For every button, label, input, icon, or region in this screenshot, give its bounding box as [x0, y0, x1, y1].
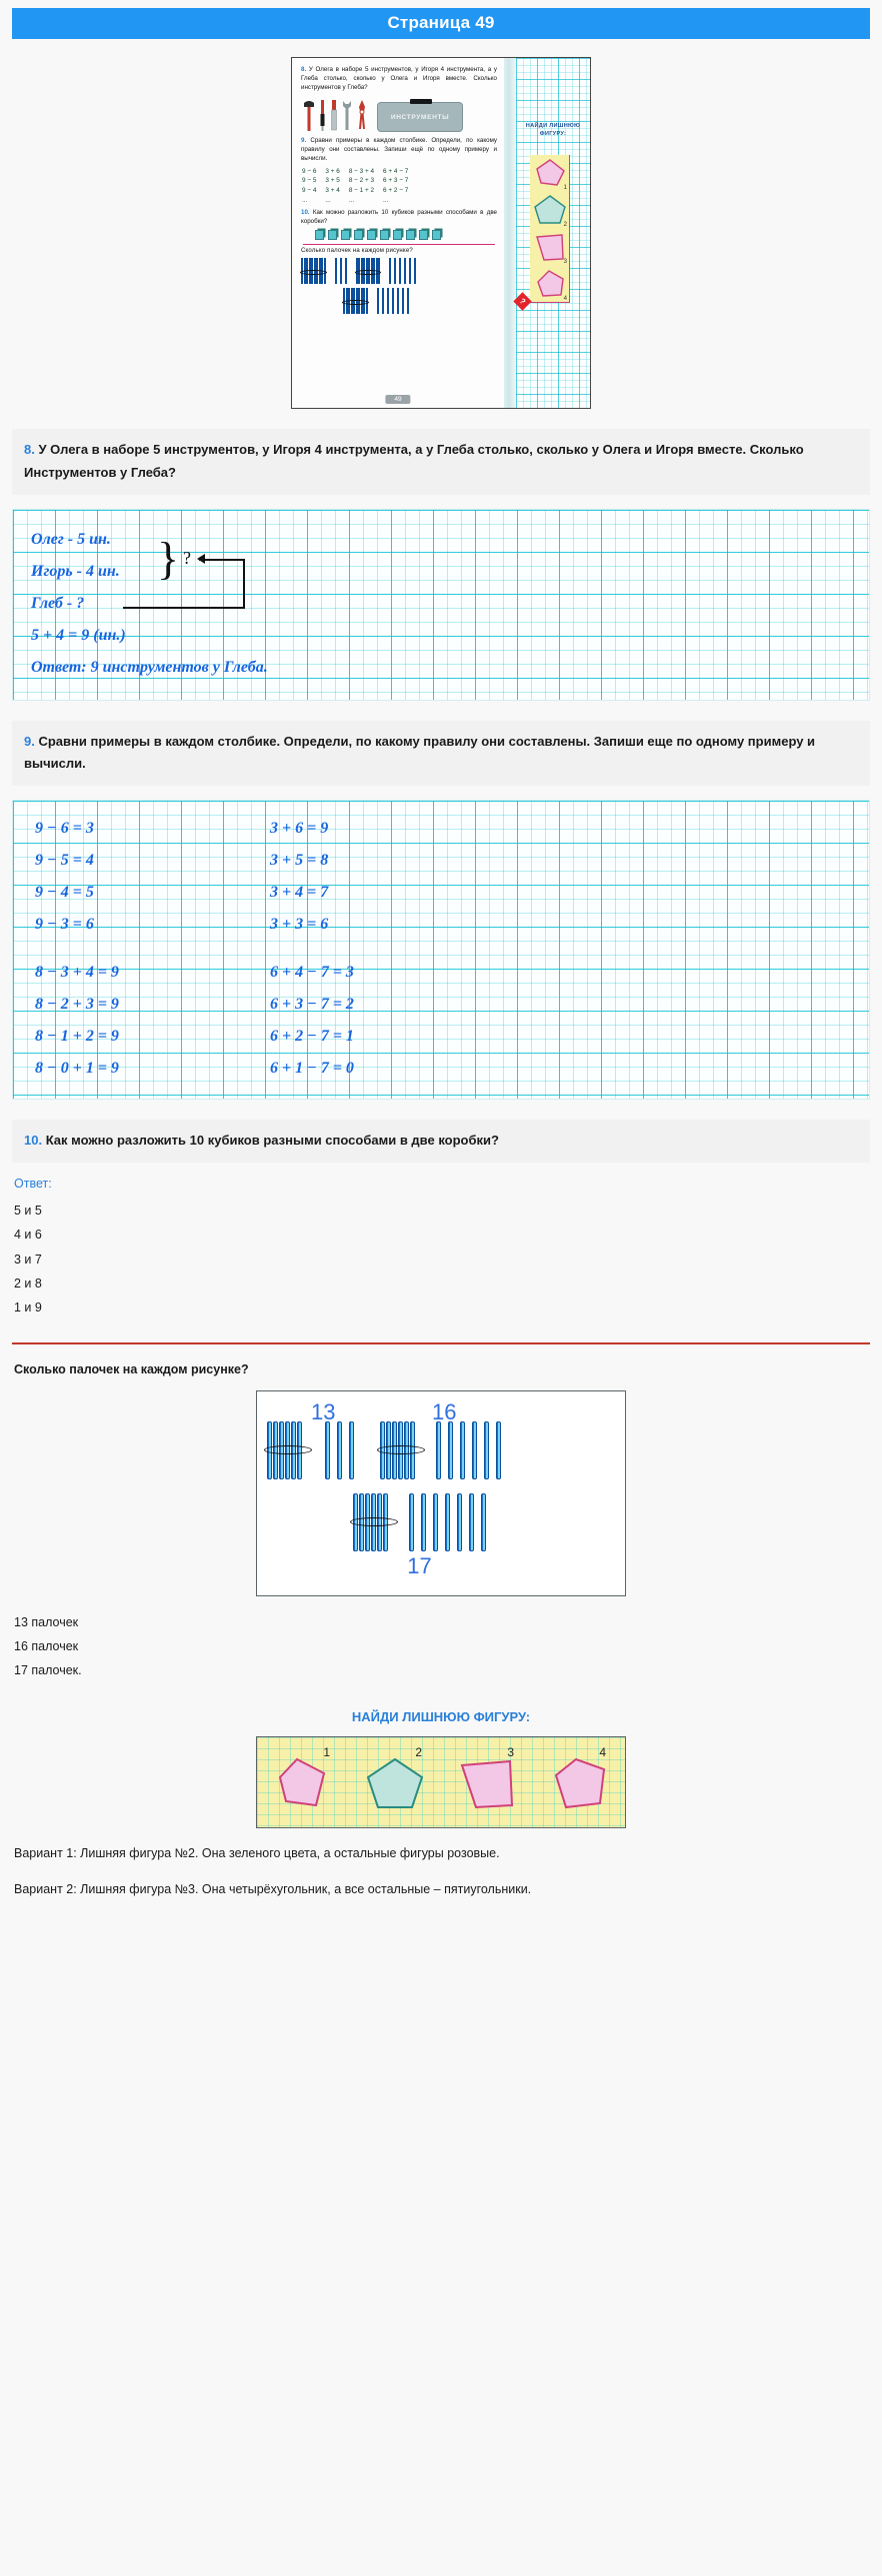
scan-ex8-number: 8.: [301, 66, 307, 73]
equation: 9 − 6 = 3: [35, 820, 94, 837]
cube: [380, 230, 389, 240]
equation: 3 + 5 = 8: [270, 852, 329, 869]
figure-index: 4: [599, 1744, 606, 1759]
stick-bundle: [267, 1421, 307, 1479]
figure-cell-3: [448, 1743, 526, 1821]
bottom-spacer: [12, 1901, 870, 1927]
cube: [328, 230, 337, 240]
task-8-text: У Олега в наборе 5 инструментов, у Игоря 4 инструмента, а у Глеба столько, сколько у Олега и Игоря вместе. Сколько Инструментов у Глеба?: [24, 442, 804, 480]
cube: [367, 230, 376, 240]
answer-pair: 3 и 7: [14, 1252, 42, 1267]
equation-group-2: [13, 957, 869, 1085]
scan-col-4: [383, 167, 408, 205]
task-9-number: 9.: [24, 733, 35, 749]
sticks-question: Сколько палочек на каждом рисунке?: [14, 1361, 249, 1376]
answer-pair: 1 и 9: [14, 1300, 42, 1315]
sticks-label-13: 13: [311, 1398, 336, 1424]
figure-index: 1: [323, 1744, 330, 1759]
quadrilateral-pink-icon: [448, 1743, 526, 1821]
scan-figure-index: 2: [563, 222, 567, 228]
scan-bottom-question: Сколько палочек на каждом рисунке?: [301, 247, 413, 254]
sticks-answers: [12, 1610, 870, 1683]
answer-pair: 5 и 5: [14, 1203, 42, 1218]
equation: 9 − 3 = 6: [35, 916, 94, 933]
solution-line: Ответ: 9 инструментов у Глеба.: [31, 658, 268, 676]
pentagon-pink-icon: [540, 1743, 618, 1821]
stick-bundle: [380, 1421, 420, 1479]
scan-ex10-number: 10.: [301, 209, 310, 217]
arrow-vertical: [243, 559, 245, 609]
sticks-bottom-row: [267, 1493, 615, 1579]
scan-figure-index: 3: [563, 259, 567, 265]
equation: 3 + 6 = 9: [270, 820, 329, 837]
scan-figure-cell: [530, 266, 569, 303]
sticks-group-16: [380, 1398, 501, 1479]
solution-line: Глеб - ?: [31, 594, 85, 612]
stick-bundle: [301, 258, 326, 284]
scan-gutter: [504, 58, 516, 408]
equation: 8 − 3 + 4 = 9: [35, 964, 119, 981]
cube: [354, 230, 363, 240]
scan-expr: ...: [348, 196, 355, 204]
scan-stick-row: [301, 288, 497, 314]
equation: 8 − 1 + 2 = 9: [35, 1028, 119, 1045]
figure-cell-1: [264, 1743, 342, 1821]
loose-sticks: [409, 1493, 486, 1551]
scan-expr: 8 − 1 + 2: [348, 187, 375, 194]
stick-bundle: [356, 258, 381, 284]
equation: 9 − 4 = 5: [35, 884, 94, 901]
scan-sticks-illustration: [301, 258, 497, 314]
scan-figure-index: 4: [563, 296, 567, 302]
scan-expr: ...: [302, 196, 308, 204]
cube: [432, 230, 441, 240]
arrow-horizontal: [199, 559, 245, 561]
solution-line: 5 + 4 = 9 (ин.): [31, 626, 126, 644]
page-title: Страница 49: [12, 8, 870, 39]
equation: 6 + 3 − 7 = 2: [270, 996, 354, 1013]
stick-bundle: [343, 288, 368, 314]
arrow-bottom: [123, 607, 245, 609]
task-9-solution-grid: [12, 800, 870, 1100]
sticks-label-17: 17: [407, 1552, 432, 1578]
scan-col-2: [325, 167, 339, 205]
figure-cell-2: [356, 1743, 434, 1821]
section-divider: [12, 1342, 870, 1344]
figure-index: 3: [507, 1744, 514, 1759]
scan-expr: 9 − 6: [302, 167, 317, 175]
equation: 6 + 4 − 7 = 3: [270, 964, 354, 981]
equation-gap: [13, 941, 869, 957]
cubes-illustration: [315, 230, 465, 240]
equation: 6 + 1 − 7 = 0: [270, 1060, 354, 1077]
toolbox-label: ИНСТРУМЕНТЫ: [377, 102, 463, 132]
pliers-icon: [356, 98, 368, 132]
tools-illustration: [303, 96, 497, 132]
figure-index: 2: [415, 1744, 422, 1759]
pentagon-pink-icon: [264, 1743, 342, 1821]
scan-stick-row: [301, 258, 497, 284]
file-tool-icon: [330, 98, 338, 132]
scan-expr: 6 + 2 − 7: [383, 187, 409, 194]
task-10-statement: [12, 1120, 870, 1163]
solution-line: Игорь - 4 ин.: [31, 562, 120, 580]
pentagon-green-icon: [356, 1743, 434, 1821]
sticks-top-row: [267, 1398, 615, 1479]
loose-sticks: [335, 258, 347, 284]
task-10-answer-list: [12, 1199, 870, 1320]
cube: [393, 230, 402, 240]
scan-ex9-text: Сравни примеры в каждом столбике. Определи, по какому правилу они составлены. Запиши ещё по одному примеру и вычисли.: [301, 137, 497, 162]
sticks-group-17: [353, 1493, 486, 1579]
scan-ex9-number: 9.: [301, 137, 307, 145]
equation: 3 + 4 = 7: [270, 884, 329, 901]
scan-figure-strip: [530, 155, 570, 303]
scan-figure-cell: [530, 229, 569, 266]
loose-sticks: [436, 1421, 501, 1479]
sticks-answer: 17 палочек.: [14, 1663, 82, 1678]
scan-expr: 9 − 5: [302, 177, 317, 185]
equation: 3 + 3 = 6: [270, 916, 329, 933]
hammer-icon: [303, 98, 315, 132]
scan-page-number: 49: [385, 395, 410, 404]
task-8-number: 8.: [24, 442, 35, 457]
scan-find-odd-label: НАЙДИ ЛИШНЮЮ ФИГУРУ:: [525, 123, 581, 138]
figures-variant-2: Вариант 2: Лишняя фигура №3. Она четырёхугольник, а все остальные – пятиугольники.: [14, 1882, 532, 1897]
task-10-number: 10.: [24, 1133, 43, 1148]
scan-expr: ...: [325, 196, 331, 204]
scan-ex10-text: Как можно разложить 10 кубиков разными способами в две коробки?: [301, 209, 497, 226]
figures-panel: [256, 1736, 626, 1828]
solution-line: Олег - 5 ин.: [31, 530, 111, 548]
scan-left-column: [292, 58, 504, 408]
scan-exercise-8: [301, 66, 497, 92]
scan-expr: ...: [383, 196, 389, 204]
equation: 8 − 2 + 3 = 9: [35, 996, 119, 1013]
find-odd-figure-title: НАЙДИ ЛИШНЮЮ ФИГУРУ:: [351, 1708, 531, 1724]
answer-pair: 2 и 8: [14, 1276, 42, 1290]
equation-group-1: [13, 813, 869, 941]
sticks-label-16: 16: [432, 1398, 457, 1424]
task-10-text: Как можно разложить 10 кубиков разными способами в две коробки?: [45, 1133, 499, 1148]
figures-variant-1: Вариант 1: Лишняя фигура №2. Она зеленого цвета, а остальные фигуры розовые.: [14, 1845, 500, 1860]
scan-expr: 9 − 4: [302, 187, 317, 194]
equation: 6 + 2 − 7 = 1: [270, 1028, 354, 1045]
scan-expr: 6 + 3 − 7: [383, 177, 409, 185]
cube: [419, 230, 428, 240]
scan-expr: 3 + 4: [325, 187, 340, 194]
scan-expr: 6 + 4 − 7: [383, 167, 409, 175]
scan-exercise-10: [301, 209, 497, 227]
equation: 9 − 5 = 4: [35, 852, 94, 869]
task-9-statement: [12, 721, 870, 787]
task-9-text: Сравни примеры в каждом столбике. Определи, по какому правилу они составлены. Запиши еще по одному примеру и вычисли.: [24, 733, 816, 772]
brace-bracket: }: [156, 533, 180, 584]
scan-exercise-9: [301, 137, 497, 163]
scan-col-1: [302, 167, 316, 205]
scan-col-3: [349, 167, 374, 205]
equation: 8 − 0 + 1 = 9: [35, 1060, 119, 1077]
question-flag-icon: ?: [513, 292, 531, 310]
cube: [406, 230, 415, 240]
sticks-answer: 16 палочек: [14, 1639, 79, 1653]
scan-expr: 3 + 6: [325, 167, 340, 175]
scan-ex9-columns: [302, 167, 497, 205]
task-10-answer-label: Ответ:: [14, 1176, 52, 1191]
stick-bundle: [353, 1493, 393, 1551]
scan-figure-cell: [530, 192, 569, 229]
cube: [315, 230, 324, 240]
textbook-scan-wrapper: [12, 57, 870, 409]
scan-ex8-text: У Олега в наборе 5 инструментов, у Игоря 4 инструмента, а у Глеба столько, сколько у Олега и Игоря вместе. Сколько инструментов у Глеба?: [301, 66, 497, 91]
loose-sticks: [389, 258, 416, 284]
cube: [341, 230, 350, 240]
sticks-group-13: [267, 1398, 354, 1479]
sticks-figure-box: [256, 1390, 626, 1596]
wrench-icon: [341, 98, 353, 132]
textbook-scan-image: [291, 57, 591, 409]
scan-right-grid-panel: [516, 58, 590, 408]
scan-figure-index: 1: [563, 185, 567, 191]
screwdriver-icon: [318, 98, 327, 132]
loose-sticks: [325, 1421, 354, 1479]
figure-cell-4: [540, 1743, 618, 1821]
scan-expr: 8 − 2 + 3: [348, 177, 375, 185]
answer-pair: 4 и 6: [14, 1228, 42, 1243]
loose-sticks: [377, 288, 409, 314]
sticks-answer: 13 палочек: [14, 1614, 79, 1629]
divider: [303, 244, 495, 245]
scan-figure-cell: [530, 155, 569, 192]
task-8-solution-grid: [12, 509, 870, 701]
unknown-question-mark: ?: [183, 547, 191, 568]
scan-expr: 3 + 5: [325, 177, 340, 185]
task-8-statement: [12, 429, 870, 495]
scan-expr: 8 − 3 + 4: [348, 167, 375, 175]
